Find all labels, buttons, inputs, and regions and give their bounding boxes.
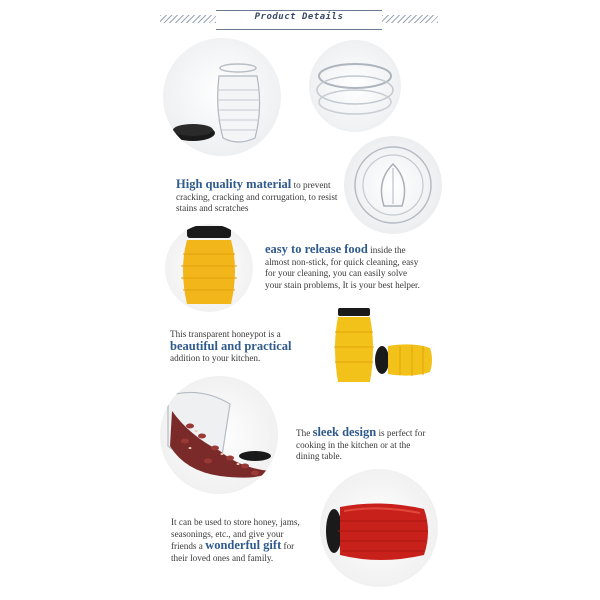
header-hatch-left xyxy=(160,15,216,23)
two-honey-jars-photo xyxy=(328,302,436,402)
header-hatch-right xyxy=(382,15,438,23)
feature-text-gift: It can be used to store honey, jams, seasonings, etc., and give your friends a wonderful gift for their loved ones and family. xyxy=(171,517,300,563)
jam-jar-photo xyxy=(320,469,438,587)
feature-text-quality: High quality material to prevent cracking, cracking and corrugation, to resist stains and scratches xyxy=(176,177,338,213)
honey-jar-photo xyxy=(165,224,253,312)
empty-jar-photo xyxy=(163,38,281,156)
jar-bottom-photo xyxy=(344,136,442,234)
beans-jar-photo xyxy=(160,376,278,494)
feature-text-release: easy to release food inside the almost non-stick, for quick cleaning, easy for your cleaning, you can easily solve your stain problems, It is your best helper. xyxy=(265,242,420,290)
feature-text-beautiful: This transparent honeypot is a beautiful and practical addition to your kitchen. xyxy=(170,329,292,363)
page-title: Product Details xyxy=(254,12,344,22)
feature-text-sleek: The sleek design is perfect for cooking in the kitchen or at the dining table. xyxy=(296,425,426,461)
jar-top-view-photo xyxy=(309,40,401,132)
